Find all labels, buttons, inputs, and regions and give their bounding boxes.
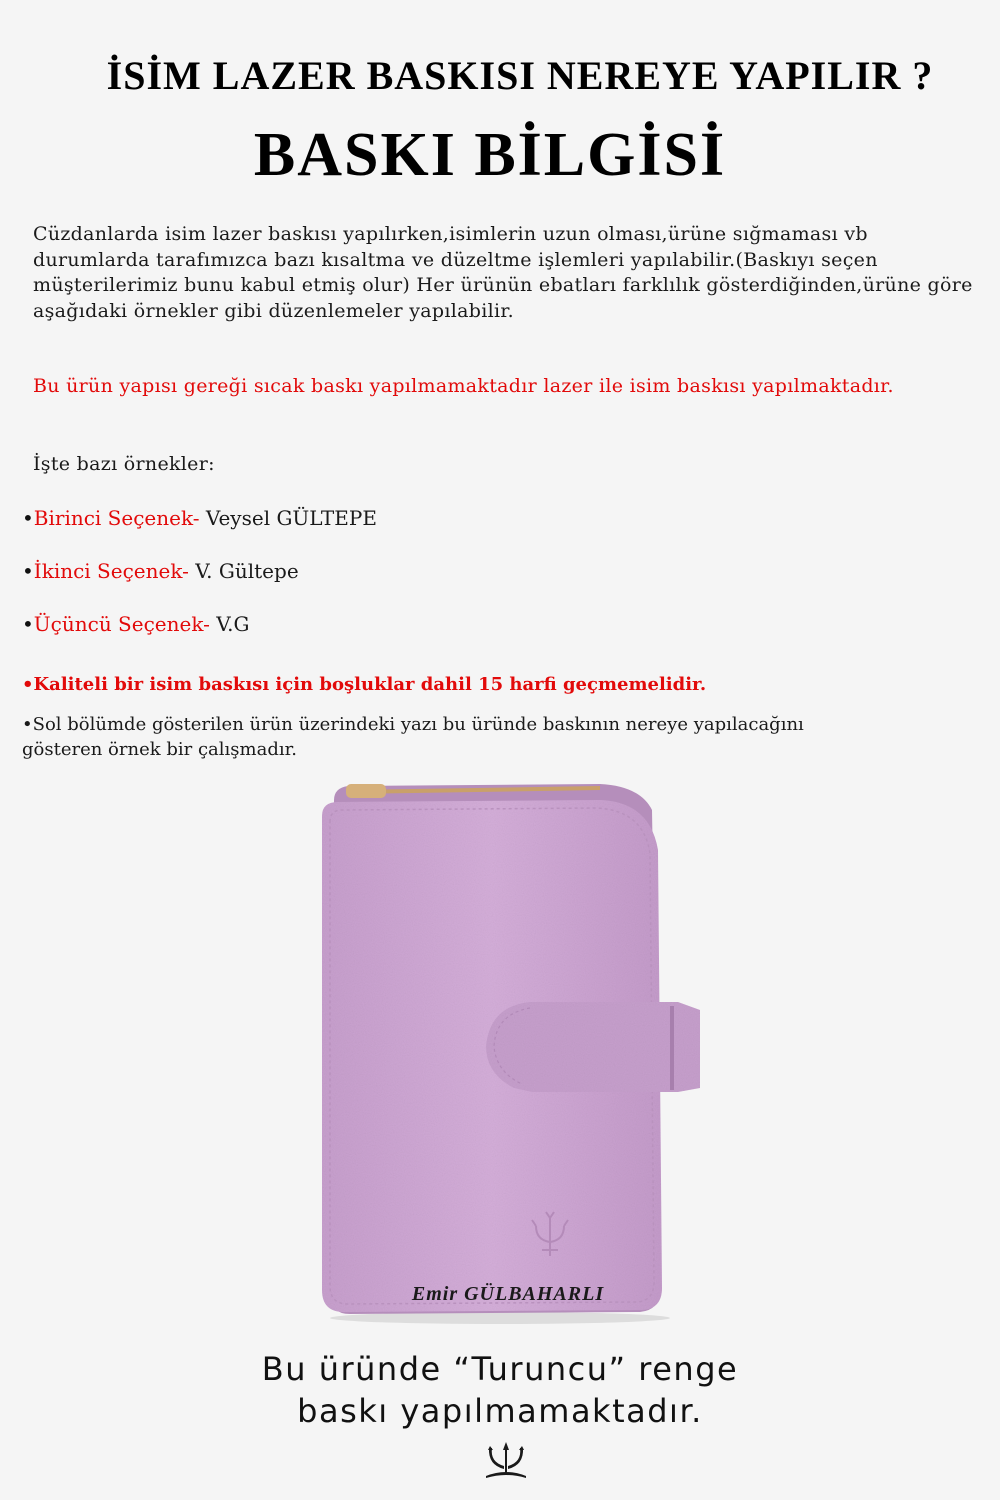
bullet: • bbox=[22, 559, 34, 583]
option-label: Birinci Seçenek- bbox=[33, 506, 200, 530]
brand-logo-icon bbox=[484, 1440, 528, 1480]
option-label: Üçüncü Seçenek- bbox=[33, 612, 210, 636]
character-limit-note: •Kaliteli bir isim baskısı için boşluklar dahil 15 harfi geçmemelidir. bbox=[22, 674, 707, 695]
option-value: V. Gültepe bbox=[188, 559, 299, 583]
bullet: • bbox=[22, 506, 34, 530]
wallet-tab bbox=[486, 1002, 700, 1092]
bullet: • bbox=[22, 612, 34, 636]
examples-intro: İşte bazı örnekler: bbox=[33, 453, 215, 475]
wallet-image bbox=[300, 770, 700, 1330]
option-value: V.G bbox=[209, 612, 250, 636]
page-title: BASKI BİLGİSİ bbox=[253, 121, 727, 189]
bottom-notice-line1: Bu üründe “Turuncu” renge bbox=[261, 1350, 739, 1388]
option-third bbox=[22, 611, 250, 637]
zipper-pull-icon bbox=[346, 784, 386, 798]
wallet-shadow bbox=[330, 1312, 670, 1324]
intro-paragraph: Cüzdanlarda isim lazer baskısı yapılırken,isimlerin uzun olması,ürüne sığmaması vb durumlarda tarafımızca bazı kısaltma ve düzeltme işlemleri yapılabilir.(Baskıyı seçen müşterilerimiz bunu kabul etmiş olur) Her ürünün ebatları farklılık gösterdiğinden,ürüne göre aşağıdaki örnekler gibi düzenlemeler yapılabilir. bbox=[33, 223, 973, 322]
option-value: Veysel GÜLTEPE bbox=[199, 506, 377, 530]
wallet-illustration bbox=[300, 770, 700, 1330]
wallet-engraving: Emir GÜLBAHARLI bbox=[411, 1283, 605, 1305]
option-first bbox=[22, 505, 377, 531]
bottom-notice-line2: baskı yapılmamaktadır. bbox=[297, 1392, 703, 1430]
question-heading: İSİM LAZER BASKISI NEREYE YAPILIR ? bbox=[106, 53, 934, 98]
example-note: •Sol bölümde gösterilen ürün üzerindeki yazı bu üründe baskının nereye yapılacağını gösteren örnek bir çalışmadır. bbox=[22, 714, 804, 760]
option-second bbox=[22, 558, 299, 584]
warning-paragraph: Bu ürün yapısı gereği sıcak baskı yapılmamaktadır lazer ile isim baskısı yapılmaktadır. bbox=[33, 375, 894, 397]
option-label: İkinci Seçenek- bbox=[33, 559, 189, 583]
